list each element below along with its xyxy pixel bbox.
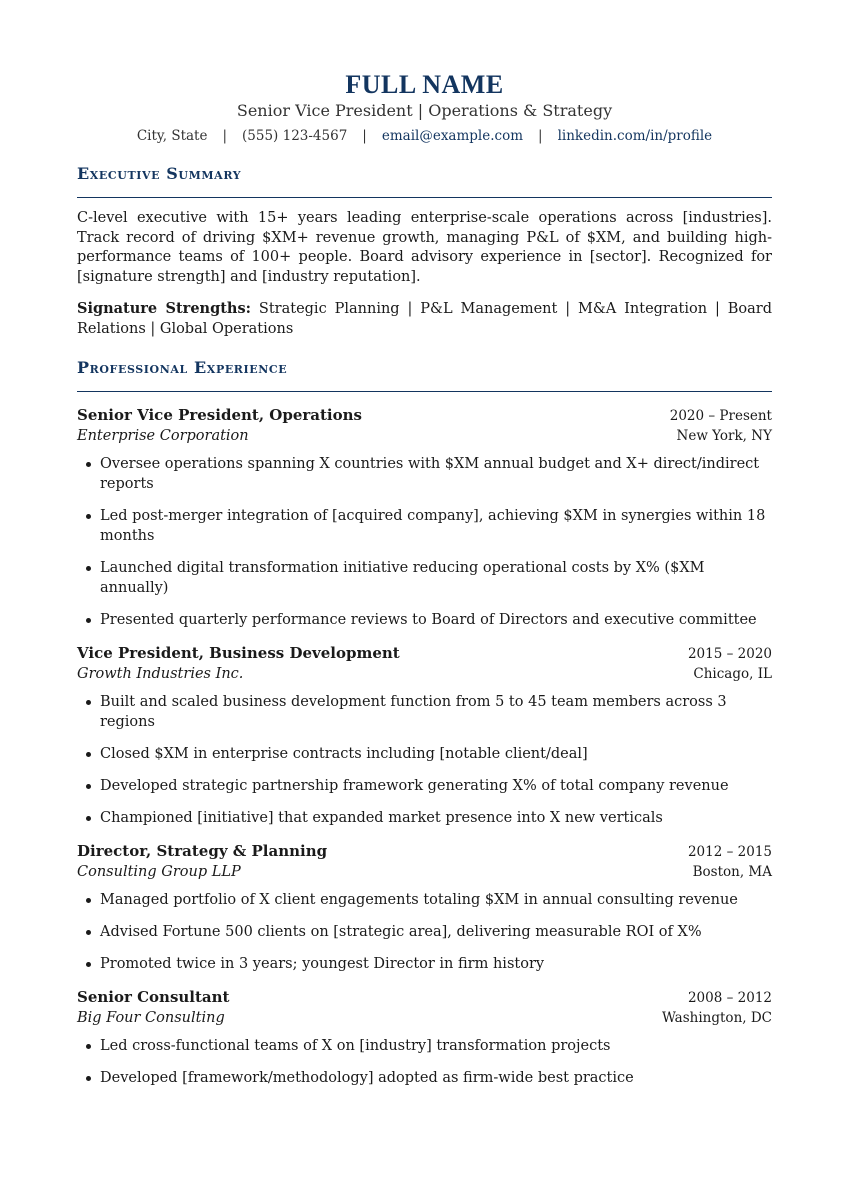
job-entry: [77, 987, 772, 1088]
strengths-list: Strategic Planning | P&L Management | M&A Integration | Board Relations | Global Operations: [77, 301, 772, 337]
job-company: Consulting Group LLP: [77, 864, 241, 880]
email-link[interactable]: email@example.com: [381, 128, 524, 144]
job-company: Big Four Consulting: [77, 1010, 225, 1026]
bullet-item: Championed [initiative] that expanded market presence into X new verticals: [86, 808, 772, 828]
resume-body: [77, 163, 772, 1100]
section-heading-experience: Professional Experience: [77, 358, 288, 377]
contact-separator: |: [538, 128, 543, 144]
bullet-item: Developed strategic partnership framework generating X% of total company revenue: [86, 776, 772, 796]
job-dates: 2015 – 2020: [687, 646, 772, 662]
job-entry: [77, 405, 772, 630]
summary-section: [77, 163, 772, 339]
summary-text: C-level executive with 15+ years leading enterprise-scale operations across [industries]. Track record of driving $XM+ revenue growth, managing P&L of $XM, and building high-performance teams of 100+ people. Board advisory experience in [sector]. Recognized for [signature strength] and [industry reputation].: [77, 210, 772, 285]
resume-header: [0, 70, 849, 145]
full-name: FULL NAME: [345, 70, 504, 99]
section-divider: [77, 197, 772, 198]
contact-location: City, State: [136, 128, 208, 144]
job-entry: [77, 841, 772, 974]
bullet-item: Managed portfolio of X client engagements totaling $XM in annual consulting revenue: [86, 890, 772, 910]
bullet-item: Developed [framework/methodology] adopted as firm-wide best practice: [86, 1068, 772, 1088]
bullet-item: Promoted twice in 3 years; youngest Director in firm history: [86, 954, 772, 974]
job-title: Senior Consultant: [77, 988, 230, 1006]
bullet-item: Presented quarterly performance reviews to Board of Directors and executive committee: [86, 610, 772, 630]
job-location: Chicago, IL: [693, 666, 772, 682]
job-bullets: [77, 454, 772, 630]
headline: Senior Vice President | Operations & Strategy: [236, 101, 613, 120]
section-divider: [77, 391, 772, 392]
contact-phone: (555) 123-4567: [242, 128, 348, 144]
job-bullets: [77, 890, 772, 974]
job-location: Washington, DC: [661, 1010, 772, 1026]
job-company: Growth Industries Inc.: [77, 666, 244, 682]
contact-separator: |: [222, 128, 228, 144]
contact-line: [0, 127, 849, 145]
bullet-item: Launched digital transformation initiative reducing operational costs by X% ($XM annually): [86, 558, 772, 598]
bullet-item: Closed $XM in enterprise contracts including [notable client/deal]: [86, 744, 772, 764]
contact-separator: |: [362, 128, 367, 144]
experience-section: [77, 357, 772, 1088]
linkedin-link[interactable]: linkedin.com/in/profile: [557, 128, 713, 144]
job-title: Senior Vice President, Operations: [77, 406, 362, 424]
job-location: Boston, MA: [692, 864, 772, 880]
job-title: Vice President, Business Development: [77, 644, 400, 662]
job-bullets: [77, 1036, 772, 1088]
signature-strengths: [77, 299, 772, 339]
job-dates: 2020 – Present: [669, 408, 772, 424]
job-bullets: [77, 692, 772, 828]
job-title: Director, Strategy & Planning: [77, 842, 328, 860]
job-company: Enterprise Corporation: [77, 428, 249, 444]
bullet-item: Built and scaled business development function from 5 to 45 team members across 3 regions: [86, 692, 772, 732]
bullet-item: Advised Fortune 500 clients on [strategic area], delivering measurable ROI of X%: [86, 922, 772, 942]
section-heading-summary: Executive Summary: [77, 164, 242, 183]
job-location: New York, NY: [676, 428, 772, 444]
job-entry: [77, 643, 772, 828]
job-dates: 2008 – 2012: [687, 990, 772, 1006]
bullet-item: Oversee operations spanning X countries with $XM annual budget and X+ direct/indirect reports: [86, 454, 772, 494]
job-dates: 2012 – 2015: [687, 844, 772, 860]
bullet-item: Led post-merger integration of [acquired company], achieving $XM in synergies within 18 months: [86, 506, 772, 546]
strengths-label: Signature Strengths:: [77, 300, 251, 317]
bullet-item: Led cross-functional teams of X on [industry] transformation projects: [86, 1036, 772, 1056]
